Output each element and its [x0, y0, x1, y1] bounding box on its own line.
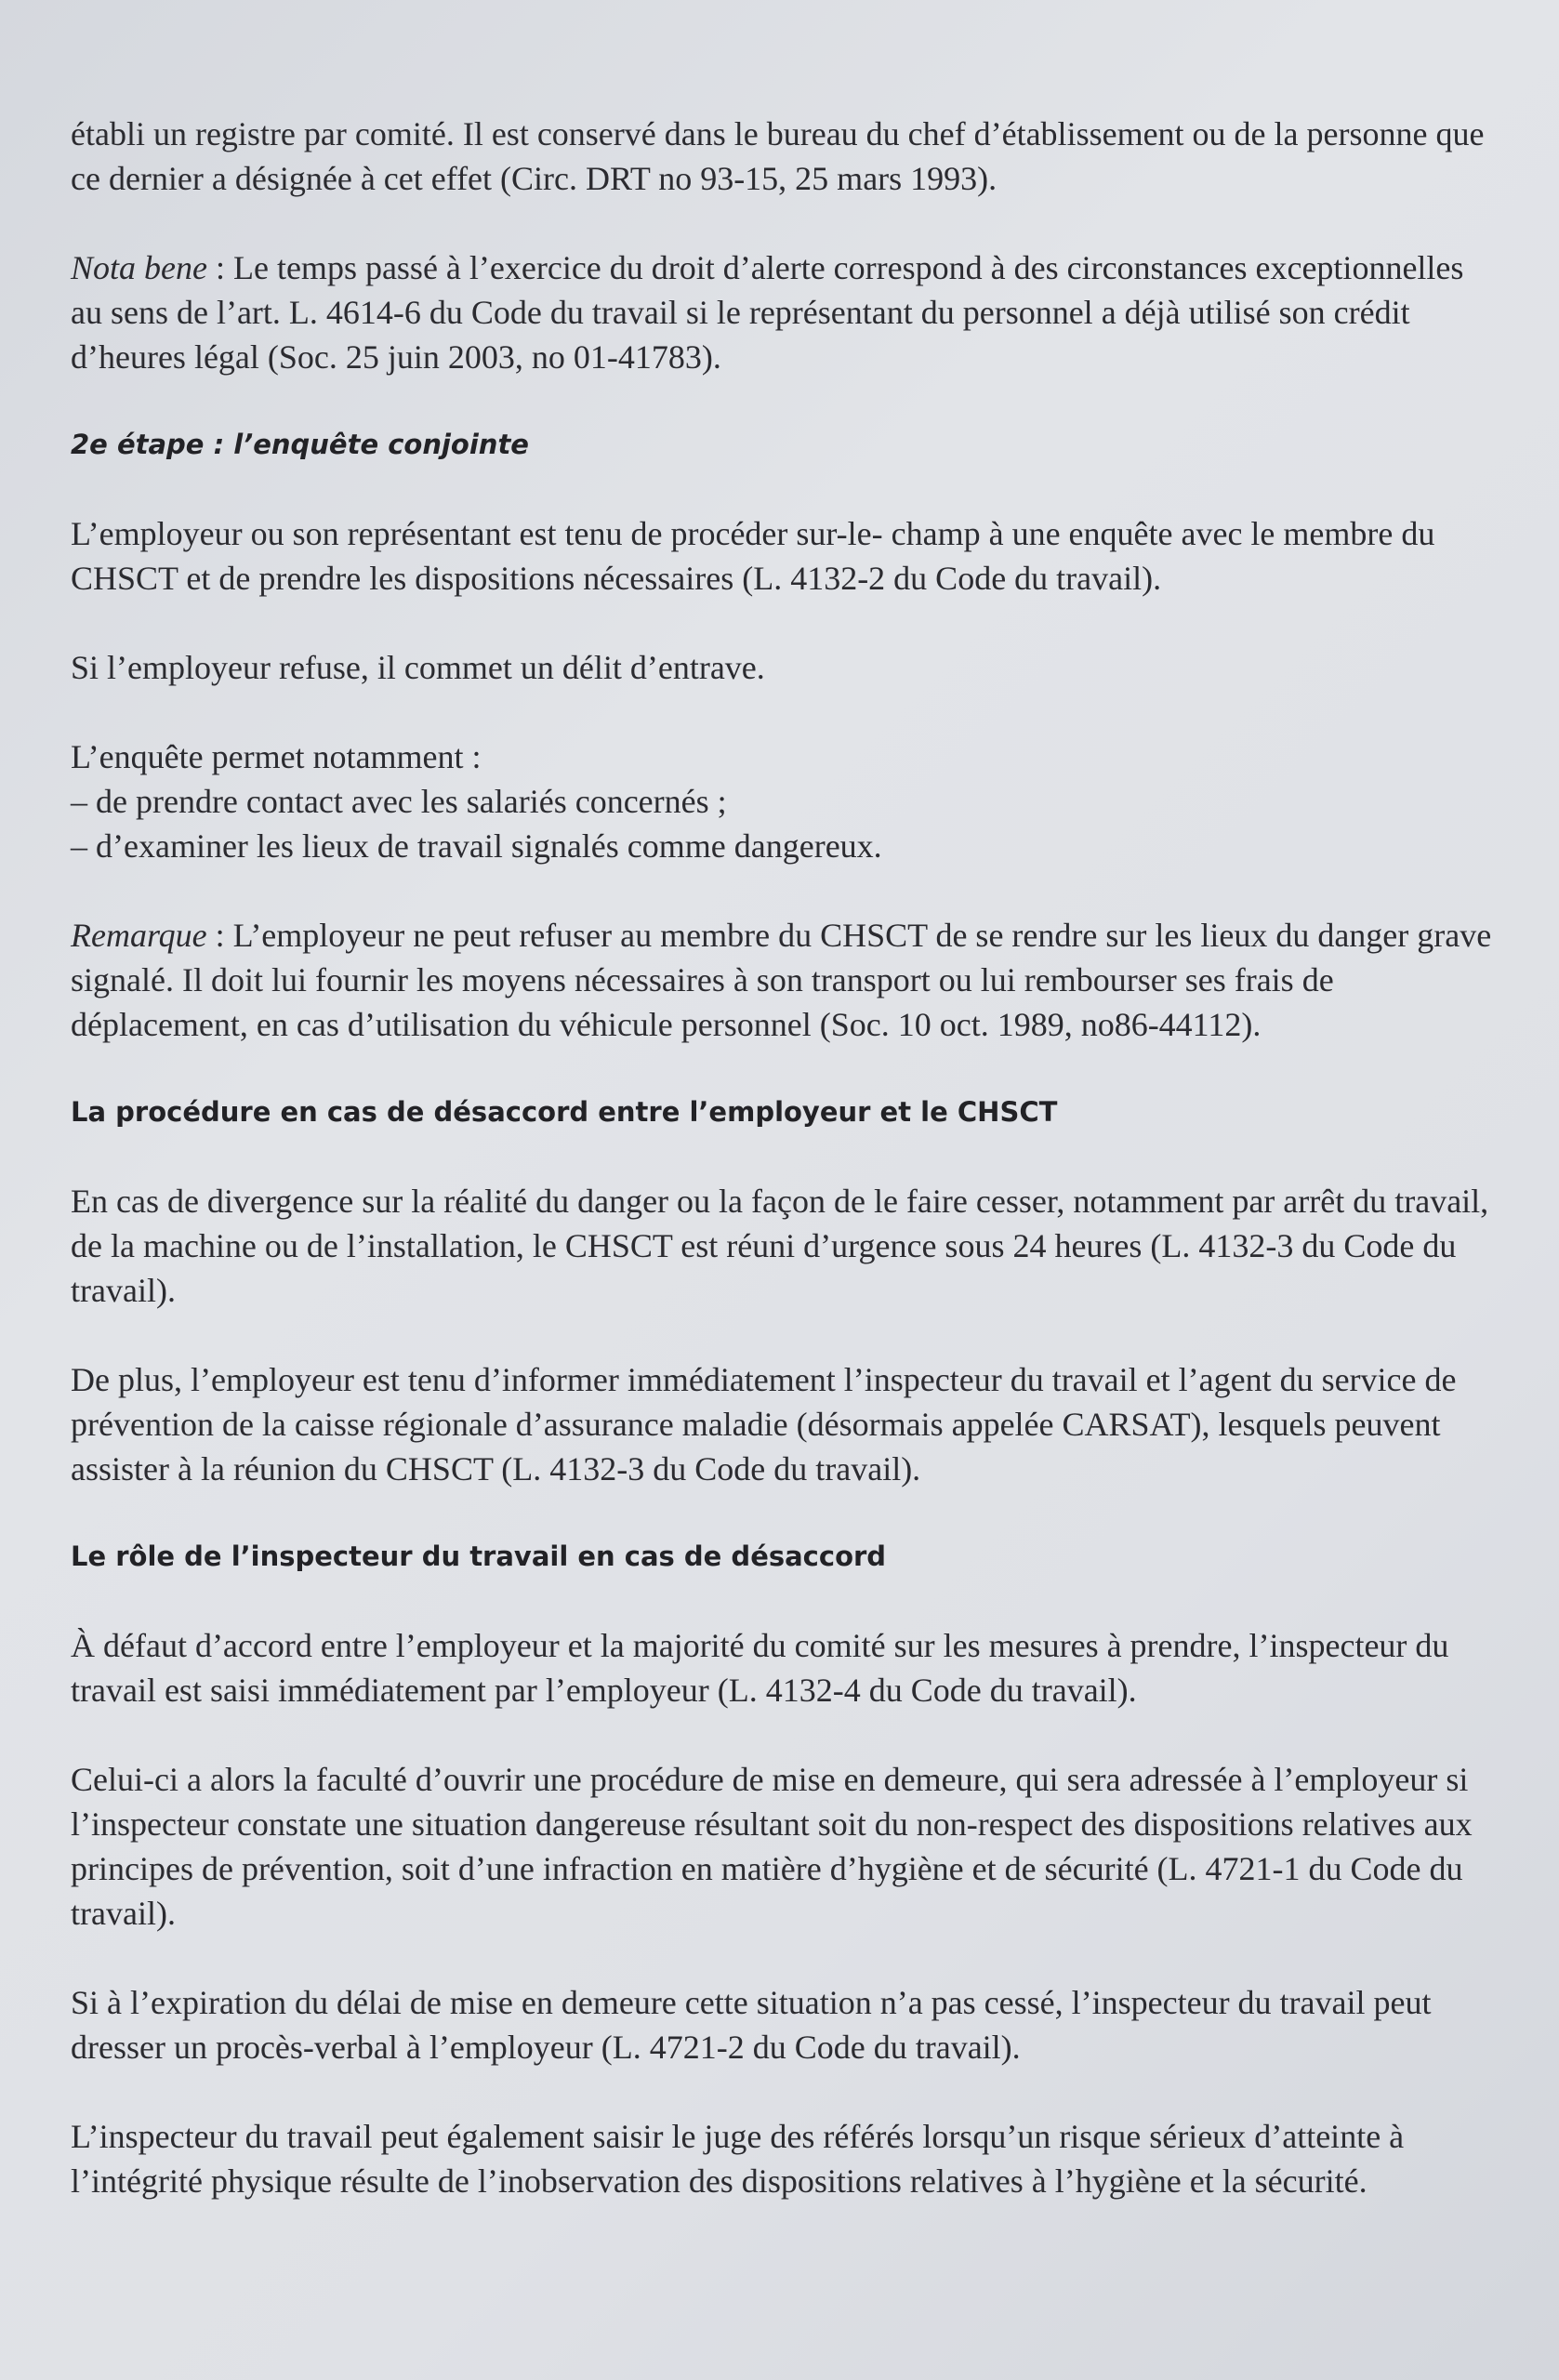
paragraph-delit-entrave: Si l’employeur refuse, il commet un délit d’entrave.	[71, 649, 765, 686]
paragraph-nota-bene	[71, 245, 1493, 379]
list-item: – d’examiner les lieux de travail signalés comme dangereux.	[71, 827, 882, 865]
paragraph-remarque	[71, 913, 1493, 1047]
heading-role-inspecteur: Le rôle de l’inspecteur du travail en cas de désaccord	[71, 1540, 887, 1572]
paragraph-divergence: En cas de divergence sur la réalité du danger ou la façon de le faire cesser, notamment par arrêt du travail, de la machine ou de l’installation, le CHSCT est réuni d’urgence sous 24 heures (L. 4132-3 du Code du travail).	[71, 1183, 1489, 1309]
paragraph-juge-referes: L’inspecteur du travail peut également saisir le juge des référés lorsqu’un risque sérieux d’atteinte à l’intégrité physique résulte de l’inobservation des dispositions relatives à l’hygiène et la sécurité.	[71, 2118, 1405, 2200]
remarque-text: : L’employeur ne peut refuser au membre du CHSCT de se rendre sur les lieux du danger grave signalé. Il doit lui fournir les moyens nécessaires à son transport ou lui rembourser ses frais de déplacement, en cas d’utilisation du véhicule personnel (Soc. 10 oct. 1989, no86-44112).	[71, 917, 1492, 1043]
nota-bene-text: : Le temps passé à l’exercice du droit d’alerte correspond à des circonstances exceptionnelles au sens de l’art. L. 4614-6 du Code du travail si le représentant du personnel a déjà utilisé son crédit d’heures légal (Soc. 25 juin 2003, no 01-41783).	[71, 249, 1464, 376]
paragraph-enquete-list	[71, 734, 1493, 868]
paragraph-defaut-accord: À défaut d’accord entre l’employeur et la majorité du comité sur les mesures à prendre, l’inspecteur du travail est saisi immédiatement par l’employeur (L. 4132-4 du Code du travail).	[71, 1627, 1449, 1709]
paragraph-registre: établi un registre par comité. Il est conservé dans le bureau du chef d’établissement ou de la personne que ce dernier a désignée à cet effet (Circ. DRT no 93-15, 25 mars 1993).	[71, 115, 1485, 197]
paragraph-enquete: L’employeur ou son représentant est tenu de procéder sur-le- champ à une enquête avec le membre du CHSCT et de prendre les dispositions nécessaires (L. 4132-2 du Code du travail).	[71, 515, 1435, 597]
list-item: – de prendre contact avec les salariés concernés ;	[71, 783, 727, 820]
paragraph-mise-en-demeure: Celui-ci a alors la faculté d’ouvrir une procédure de mise en demeure, qui sera adressée à l’employeur si l’inspecteur constate une situation dangereuse résultant soit du non-respect des dispositions relatives aux principes de prévention, soit d’une infraction en matière d’hygiène et de sécurité (L. 4721-1 du Code du travail).	[71, 1761, 1473, 1932]
nota-bene-label: Nota bene	[71, 249, 207, 286]
heading-procedure-desaccord: La procédure en cas de désaccord entre l’employeur et le CHSCT	[71, 1096, 1058, 1128]
remarque-label: Remarque	[71, 917, 207, 954]
paragraph-proces-verbal: Si à l’expiration du délai de mise en demeure cette situation n’a pas cessé, l’inspecteur du travail peut dresser un procès-verbal à l’employeur (L. 4721-2 du Code du travail).	[71, 1984, 1432, 2066]
list-intro: L’enquête permet notamment :	[71, 738, 482, 775]
heading-enquete-conjointe: 2e étape : l’enquête conjointe	[71, 429, 529, 460]
paragraph-informer-inspecteur: De plus, l’employeur est tenu d’informer immédiatement l’inspecteur du travail et l’agent du service de prévention de la caisse régionale d’assurance maladie (désormais appelée CARSAT), lesquels peuvent assister à la réunion du CHSCT (L. 4132-3 du Code du travail).	[71, 1361, 1457, 1488]
